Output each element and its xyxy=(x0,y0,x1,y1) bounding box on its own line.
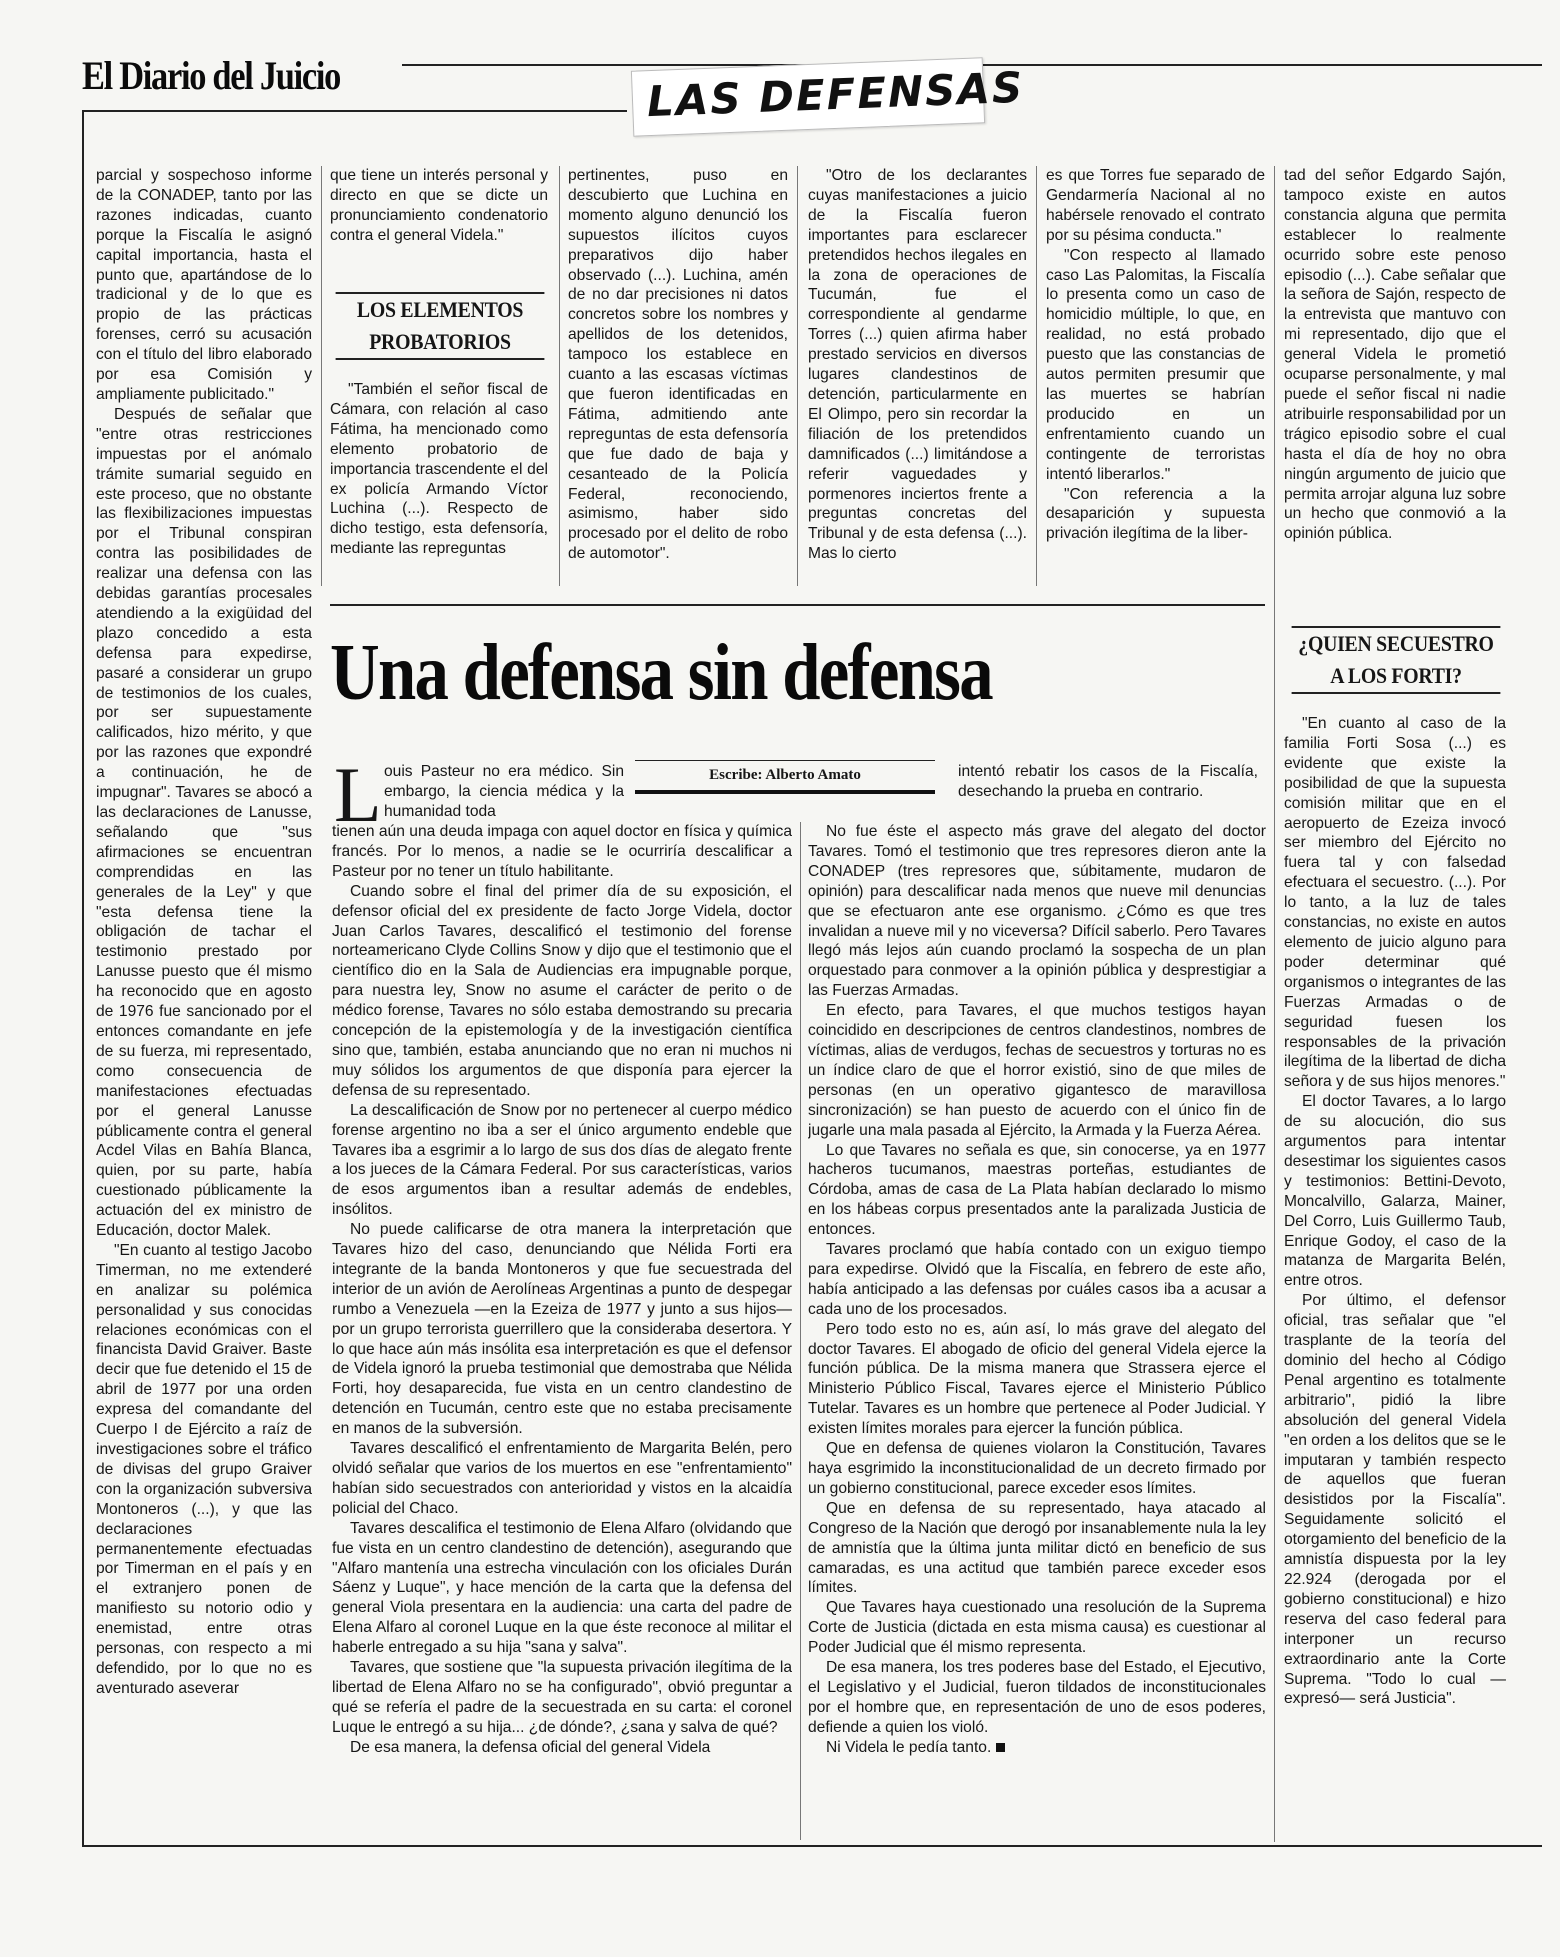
article-intro-right xyxy=(958,762,1258,824)
column-rule-5 xyxy=(1274,166,1275,1842)
column-3-para-1: pertinentes, puso en descubierto que Luchina en momento alguno denunció los supuestos ilícitos cuyos preparativos dijo haber observado (...). Luchina, amén de no dar precisiones ni datos concretos sobre los nombres y apellidos de los detenidos, tampoco los establece en cuanto a las escasas víctimas que fueron identificadas en Fátima, admitiendo ante repreguntas de esta defensoría que fue dado de baja y cesanteado de la Policía Federal, reconociendo, asimismo, haber sido procesado por el delito de robo de automotor". xyxy=(568,167,788,563)
article-left-para-6: Tavares descalifica el testimonio de Elena Alfaro (olvidando que fue vista en un centro clandestino de detención), asegurando que "Alfaro mantenía una estrecha vinculación con los oficiales Durán Sáenz y Luque", y hace mención de la carta que la defensa del general Viola presentara en la audiencia: una carta del padre de Elena Alfaro al coronel Luque en la que éste reconoce al militar el haberle entregado a su hija "sana y salva". xyxy=(332,1519,792,1657)
column-5-para-2: "Con respecto al llamado caso Las Palomitas, la Fiscalía lo presenta como un caso de homicidio múltiple, lo que, en realidad, no está probado puesto que las constancias de autos permiten presumir que las muertes se habrían producido en un enfrentamiento cuando un contingente de terroristas intentó liberarlos." xyxy=(1046,246,1265,483)
article-right-para-4: Tavares proclamó que había contado con un exiguo tiempo para expedirse. Olvidó que la Fiscalía, en febrero de este año, había anticipado a las defensas por cuáles casos iba a acusar a cada uno de los procesados. xyxy=(808,1241,1266,1318)
column-rule-3 xyxy=(797,166,798,586)
article-left-para-3: La descalificación de Snow por no pertenecer al cuerpo médico forense argentino no iba a ser el único argumento endeble que Tavares iba a esgrimir a lo largo de sus dos días de alegato frente a los jueces de la Cámara Federal. Por sus características, varios de esos argumentos iban a resultar además de endebles, insólitos. xyxy=(332,1101,792,1219)
frame-left-rule xyxy=(82,110,84,1845)
column-2-para-1: que tiene un interés personal y directo en que se dicte un pronunciamiento condenatorio contra el general Videla." xyxy=(330,167,548,244)
section-tag-label: LAS DEFENSAS xyxy=(646,62,1025,127)
column-rule-4 xyxy=(1036,166,1037,586)
article-column-rule xyxy=(800,822,801,1840)
article-intro-left-text: ouis Pasteur no era médico. Sin embargo, la ciencia médica y la humanidad toda xyxy=(384,763,624,820)
column-rule-2 xyxy=(559,166,560,586)
column-6-top xyxy=(1284,166,1506,612)
column-5-para-3: "Con referencia a la desaparición y supuesta privación ilegítima de la liber- xyxy=(1046,485,1265,543)
column-2-para-2: "También el señor fiscal de Cámara, con relación al caso Fátima, ha mencionado como elemento probatorio de importancia trascendente el del ex policía Armando Víctor Luchina (...). Respecto de dicho testigo, esta defensoría, mediante las repreguntas xyxy=(330,381,548,558)
byline: Escribe: Alberto Amato xyxy=(635,760,935,794)
article-left-para-8: De esa manera, la defensa oficial del general Videla xyxy=(350,1738,711,1756)
column-4-para-1: "Otro de los declarantes cuyas manifestaciones a juicio de la Fiscalía fueron importantes para esclarecer pretendidos hechos ilegales en la zona de operaciones de Tucumán, fue el correspondiente al gendarme Torres (...) quien afirma haber prestado servicios en diversos lugares clandestinos de detención, particularmente en El Olimpo, pero sin recordar la filiación de los pretendidos damnificados (...) limitándose a referir vaguedades y pormenores inciertos frente a preguntas concretas del Tribunal y de esta defensa (...). Mas lo cierto xyxy=(808,167,1027,563)
subhead-elementos-line2: PROBATORIOS xyxy=(369,329,511,354)
masthead: El Diario del Juicio xyxy=(82,53,340,98)
column-1 xyxy=(96,166,312,1842)
column-3 xyxy=(568,166,788,590)
column-1-para-3: "En cuanto al testigo Jacobo Timerman, no me extenderé en analizar su polémica personalidad y sus conocidas relaciones económicas con el financista David Graiver. Baste decir que fue detenido el 15 de abril de 1977 por una orden expresa del comandante del Cuerpo I de Ejército a raíz de investigaciones sobre el tráfico de divisas del grupo Graiver con la organización subversiva Montoneros (...), y que las declaraciones permanentemente efectuadas por Timerman en el país y en el extranjero ponen de manifiesto su notorio odio y enemistad, entre otras personas, con respecto a mi defendido, por lo que no es aventurado aseverar xyxy=(96,1241,312,1697)
column-2-bottom xyxy=(330,380,548,590)
column-6-para-1: tad del señor Edgardo Sajón, tampoco existe en autos constancia alguna que permita establecer lo realmente ocurrido sobre este penoso episodio (...). Cabe señalar que la señora de Sajón, respecto de la entrevista que mantuvo con mi representado, dijo que el general Videla le prometió ocuparse personalmente, y mal puede el señor fiscal ni nadie atribuirle responsabilidad por un trágico episodio sobre el cual hasta el día de hoy no obra ningún argumento de juicio que permita arrojar alguna luz sobre un hecho que conmovió a la opinión pública. xyxy=(1284,167,1506,543)
article-right-para-10 xyxy=(808,1738,1266,1758)
frame-bottom-rule xyxy=(82,1845,1542,1847)
subhead-elementos xyxy=(336,292,545,360)
column-6-para-2: "En cuanto al caso de la familia Forti Sosa (...) es evidente que existe la posibilidad de que la supuesta comisión militar que en el aeropuerto de Ezeiza invocó ser miembro del Ejército no fuera tal y con falsedad efectuara el secuestro. (...). Por lo tanto, a la luz de tales constancias, no existe en autos elemento de juicio alguno para poder determinar qué organismos o integrantes de las Fuerzas Armadas o de seguridad fuesen los responsables de la privación ilegítima de la libertad de dicha señora y de sus hijos menores." xyxy=(1284,715,1506,1091)
column-rule-1 xyxy=(321,166,322,586)
subhead-forti-line2: A LOS FORTI? xyxy=(1330,663,1462,688)
article-right-para-1: No fue éste el aspecto más grave del alegato del doctor Tavares. Tomó el testimonio que tres represores dieron ante la CONADEP (tres represores que, súbitamente, mudaron de opinión) para descalificar nada menos que nueve mil denuncias que se efectuaron ante ese organismo. ¿Cómo es que tres invalidan a nueve mil y no viceversa? Difícil saberlo. Pero Tavares llegó más lejos aún cuando proclamó la sospecha de un plan orquestado para conmover a la opinión pública y desprestigiar a las Fuerzas Armadas. xyxy=(808,823,1266,1000)
article-left-para-5: Tavares descalificó el enfrentamiento de Margarita Belén, pero olvidó señalar que varios de los muertos en ese "enfrentamiento" habían sido secuestrados con anterioridad y vistos en la alcaidía policial del Chaco. xyxy=(332,1440,792,1517)
column-1-para-2: Después de señalar que "entre otras restricciones impuestas por el anómalo trámite sumarial seguido en este proceso, que no obstante las flexibilizaciones impuestas por el Tribunal conspiran contra las posibilidades de realizar una defensa con las debidas garantías procesales atendiendo a la exigüidad del plazo concedido a esta defensa para expedirse, pasaré a considerar un grupo de testimonios de los cuales, por ser supuestamente calificados, hizo mérito, y que por las razones que expondré a continuación, he de impugnar". Tavares se abocó a las declaraciones de Lanusse, señalando que "sus afirmaciones se encuentran comprendidas en las generales de la Ley" y que "esta defensa tiene la obligación de tachar el testimonio prestado por Lanusse puesto que él mismo ha reconocido que en agosto de 1976 fue sancionado por el entonces comandante en jefe de su fuerza, mi representado, como consecuencia de manifestaciones efectuadas por el general Lanusse públicamente contra el general Acdel Vilas en Bahía Blanca, quien, por su parte, había cuestionado públicamente la actuación del ex ministro de Educación, doctor Malek. xyxy=(96,405,312,1240)
article-right-para-8: Que Tavares haya cuestionado una resolución de la Suprema Corte de Justicia (dictada en esta misma causa) es cuestionar al Poder Judicial que él mismo representa. xyxy=(808,1599,1266,1657)
subhead-elementos-line1: LOS ELEMENTOS xyxy=(356,297,524,322)
article-right-para-2: En efecto, para Tavares, el que muchos testigos hayan coincidido en descripciones de centros clandestinos, nombres de víctimas, alias de verdugos, fechas de secuestros y torturas no es un índice claro de que el horror existió, sino de que miles de personas (en un operativo gigantesco de maravillosa sincronización) se han puesto de acuerdo con el único fin de jugarle una mala pasada al Ejército, la Armada y la Fuerza Aérea. xyxy=(808,1002,1266,1139)
article-right-para-6: Que en defensa de quienes violaron la Constitución, Tavares haya esgrimido la inconstitucionalidad de un decreto firmado por un gobierno constitucional, parece exceder esos límites. xyxy=(808,1440,1266,1497)
article-left-para-4: No puede calificarse de otra manera la interpretación que Tavares hizo del caso, denunciando que Nélida Forti era integrante de la banda Montoneros y que fue secuestrada del interior de un avión de Aerolíneas Argentinas a punto de despegar rumbo a Venezuela —en la Ezeiza de 1977 y junto a sus hijos— por un grupo terrorista guerrillero que la consideraba desertora. Y lo que hace aún más insólita esa interpretación es que el defensor de Videla ignoró la prueba testimonial que demostraba que Nélida Forti, hoy desaparecida, fue vista en un centro clandestino de detención en Tucumán, centro este que no estaba precisamente en manos de la subversión. xyxy=(332,1221,792,1438)
article-left-para-1: tienen aún una deuda impaga con aquel doctor en física y química francés. Por lo menos, a nadie se le ocurriría descalificar a Pasteur por no tener un título habilitante. xyxy=(332,823,792,880)
article-column-right xyxy=(808,822,1266,1840)
column-6-para-3: El doctor Tavares, a lo largo de su alocución, dio sus argumentos para intentar desestimar los siguientes casos y testimonios: Bettini-Devoto, Moncalvillo, Galarza, Mainer, Del Corro, Luis Guillermo Taub, Enrique Godoy, el caso de la matanza de Margarita Belén, entre otros. xyxy=(1284,1093,1506,1290)
column-5-para-1: es que Torres fue separado de Gendarmería Nacional al no habérsele renovado el contrato por su pésima conducta." xyxy=(1046,167,1265,244)
column-6-bottom xyxy=(1284,714,1506,1842)
headline-top-rule xyxy=(330,604,1265,606)
drop-cap: L xyxy=(334,751,382,838)
column-1-para-1: parcial y sospechoso informe de la CONADEP, tanto por las razones indicadas, cuanto porque la Fiscalía le asignó capital importancia, hasta el punto que, apartándose de lo tradicional y de lo que es propio de las prácticas forenses, cerró su acusación con el título del libro elaborado por esa Comisión y ampliamente publicitado." xyxy=(96,167,312,403)
article-column-left xyxy=(332,822,792,1840)
article-left-para-2: Cuando sobre el final del primer día de su exposición, el defensor oficial del ex presidente de facto Jorge Videla, doctor Juan Carlos Tavares, descalificó el testimonio del forense norteamericano Clyde Collins Snow y dijo que el testimonio que el científico dio en la Sala de Audiencias era impugnable porque, para nuestra ley, Snow no asume el carácter de perito o de médico forense, Tavares no sólo estaba demostrando su precaria concepción de la epistemología y de la investigación científica sino que, también, estaba anunciando que no eran ni muchos ni muy sólidos los argumentos de que disponía para ejercer la defensa de su representado. xyxy=(332,882,792,1099)
subhead-forti-line1: ¿QUIEN SECUESTRO xyxy=(1298,631,1494,656)
column-6-para-4: Por último, el defensor oficial, tras señalar que "el trasplante de la teoría del dominio del hecho al Código Penal argentino es totalmente arbitrario", pidió la libre absolución del general Videla "en orden a los delitos que se le imputaran y también respecto de aquellos que fueran desistidos por la Fiscalía". Seguidamente solicitó el otorgamiento del beneficio de la amnistía dispuesta por la ley 22.924 (derogada por el gobierno constitucional) e hizo reserva del caso federal para interponer un recurso extraordinario ante la Corte Suprema. "Todo lo cual —expresó— será Justicia". xyxy=(1284,1292,1506,1708)
article-right-para-7: Que en defensa de su representado, haya atacado al Congreso de la Nación que derogó por insanablemente nula la ley de amnistía que la última junta militar dictó en beneficio de sus camaradas, es una actitud que también parece exceder esos límites. xyxy=(808,1499,1266,1597)
column-5 xyxy=(1046,166,1265,590)
column-4 xyxy=(808,166,1027,590)
article-intro-left xyxy=(384,762,624,824)
article-right-para-3: Lo que Tavares no señala es que, sin conocerse, ya en 1977 hacheros tucumanos, maestras porteñas, estudiantes de Córdoba, amas de casa de La Plata habían declarado lo mismo en los hábeas corpus presentados ante la paralizada Justicia de entonces. xyxy=(808,1141,1266,1239)
article-right-para-9: De esa manera, los tres poderes base del Estado, el Ejecutivo, el Legislativo y el Judicial, fueron tildados de inconstitucionales por el hombre que, en representación de uno de esos poderes, defiende a quien los violó. xyxy=(808,1659,1266,1736)
article-left-para-7: Tavares, que sostiene que "la supuesta privación ilegítima de la libertad de Elena Alfaro no se ha configurado", obvió preguntar a qué se refería el padre de la secuestrada en su carta: el coronel Luque le entregó a su hija... ¿de dónde?, ¿sana y salva de qué? xyxy=(332,1659,792,1736)
article-right-para-5: Pero todo esto no es, aún así, lo más grave del alegato del doctor Tavares. El abogado de oficio del general Videla ejerce la función pública. De la misma manera que Strassera ejerce el Ministerio Público Fiscal, Tavares ejerce el Ministerio Público Tutelar. Tavares es un hombre que pertenece al Poder Judicial. Y existen límites morales para ejercer la función pública. xyxy=(808,1320,1266,1438)
frame-top-rule xyxy=(82,110,627,112)
section-tag xyxy=(631,57,1025,136)
column-2-top xyxy=(330,166,548,264)
article-right-closing: Ni Videla le pedía tanto. xyxy=(826,1738,992,1756)
end-mark-icon xyxy=(996,1743,1005,1752)
article-intro-right-text: intentó rebatir los casos de la Fiscalía, desechando la prueba en contrario. xyxy=(958,763,1258,800)
headline: Una defensa sin defensa xyxy=(330,629,992,717)
